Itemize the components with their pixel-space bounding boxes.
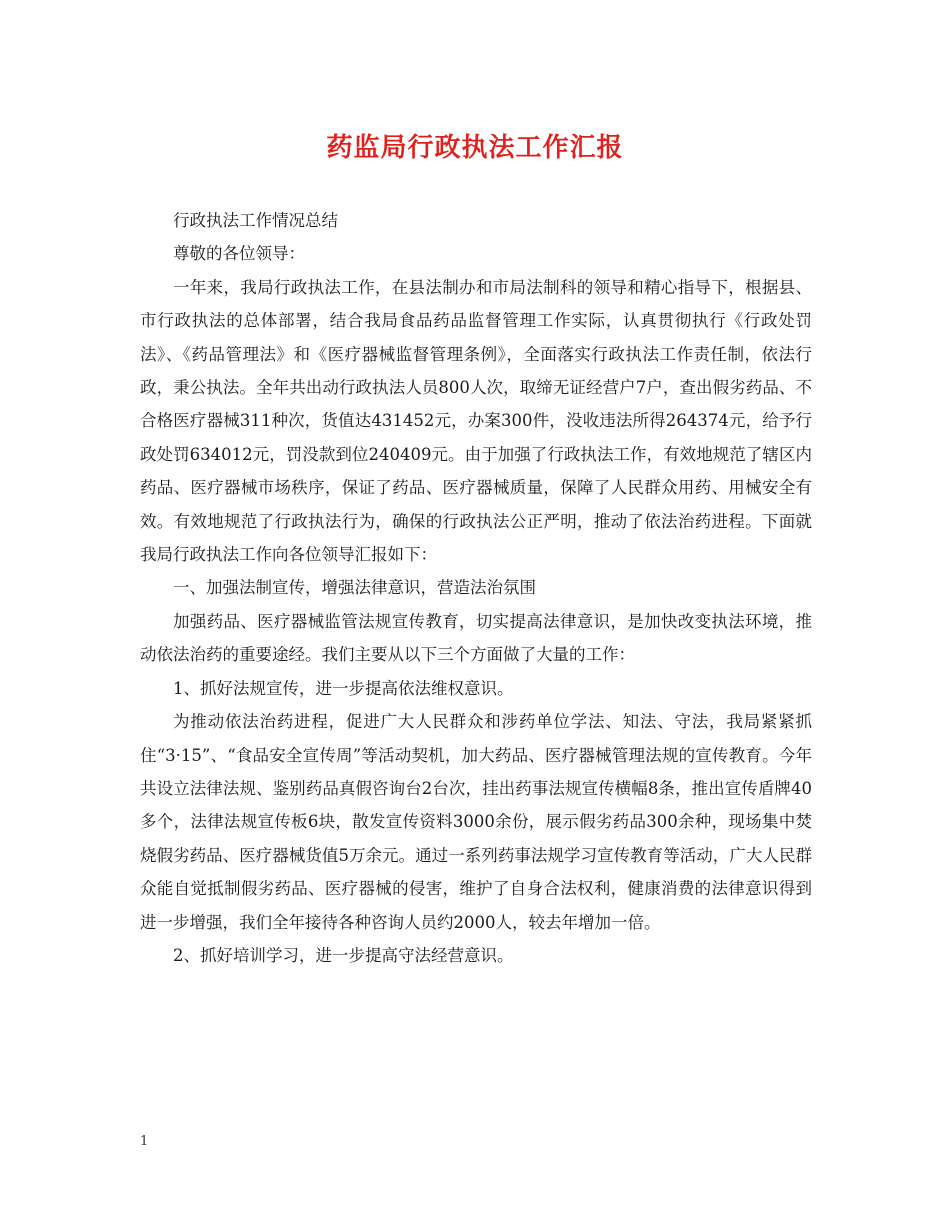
paragraph-salutation: 尊敬的各位领导： (173, 244, 305, 264)
section-heading-1: 一、加强法制宣传，增强法律意识，营造法治氛围 (173, 578, 536, 598)
paragraph-subtitle: 行政执法工作情况总结 (173, 211, 338, 230)
page-number: 1 (140, 1134, 149, 1149)
document-body (140, 204, 812, 972)
document-title: 药监局行政执法工作汇报 (326, 133, 624, 163)
paragraph-section-1-intro: 加强药品、医疗器械监管法规宣传教育，切实提高法律意识，是加快改变执法环境，推动依法治药的重要途经。我们主要从以下三个方面做了大量的工作： (140, 611, 812, 665)
subheading-1-1: 1、抓好法规宣传，进一步提高依法维权意识。 (173, 678, 514, 698)
subheading-1-2: 2、抓好培训学习，进一步提高守法经营意识。 (173, 945, 514, 965)
paragraph-legal-publicity: 为推动依法治药进程，促进广大人民群众和涉药单位学法、知法、守法，我局紧紧抓住“3·15”、“食品安全宣传周”等活动契机，加大药品、医疗器械管理法规的宣传教育。今年共设立法律法规、鉴别药品真假咨询台2台次，挂出药事法规宣传横幅8条，推出宣传盾牌40多个，法律法规宣传板6块，散发宣传资料3000余份，展示假劣药品300余种，现场集中焚烧假劣药品、医疗器械货值5万余元。通过一系列药事法规学习宣传教育等活动，广大人民群众能自觉抵制假劣药品、医疗器械的侵害，维护了自身合法权利，健康消费的法律意识得到进一步增强，我们全年接待各种咨询人员约2000人，较去年增加一倍。 (140, 712, 812, 932)
paragraph-overview: 一年来，我局行政执法工作，在县法制办和市局法制科的领导和精心指导下，根据县、市行政执法的总体部署，结合我局食品药品监督管理工作实际，认真贯彻执行《行政处罚法》、《药品管理法》和《医疗器械监督管理条例》，全面落实行政执法工作责任制，依法行政，秉公执法。全年共出动行政执法人员800人次，取缔无证经营户7户，查出假劣药品、不合格医疗器械311种次，货值达431452元，办案300件，没收违法所得264374元，给予行政处罚634012元，罚没款到位240409元。由于加强了行政执法工作，有效地规范了辖区内药品、医疗器械市场秩序，保证了药品、医疗器械质量，保障了人民群众用药、用械安全有效。有效地规范了行政执法行为，确保的行政执法公正严明，推动了依法治药进程。下面就我局行政执法工作向各位领导汇报如下： (140, 277, 812, 565)
